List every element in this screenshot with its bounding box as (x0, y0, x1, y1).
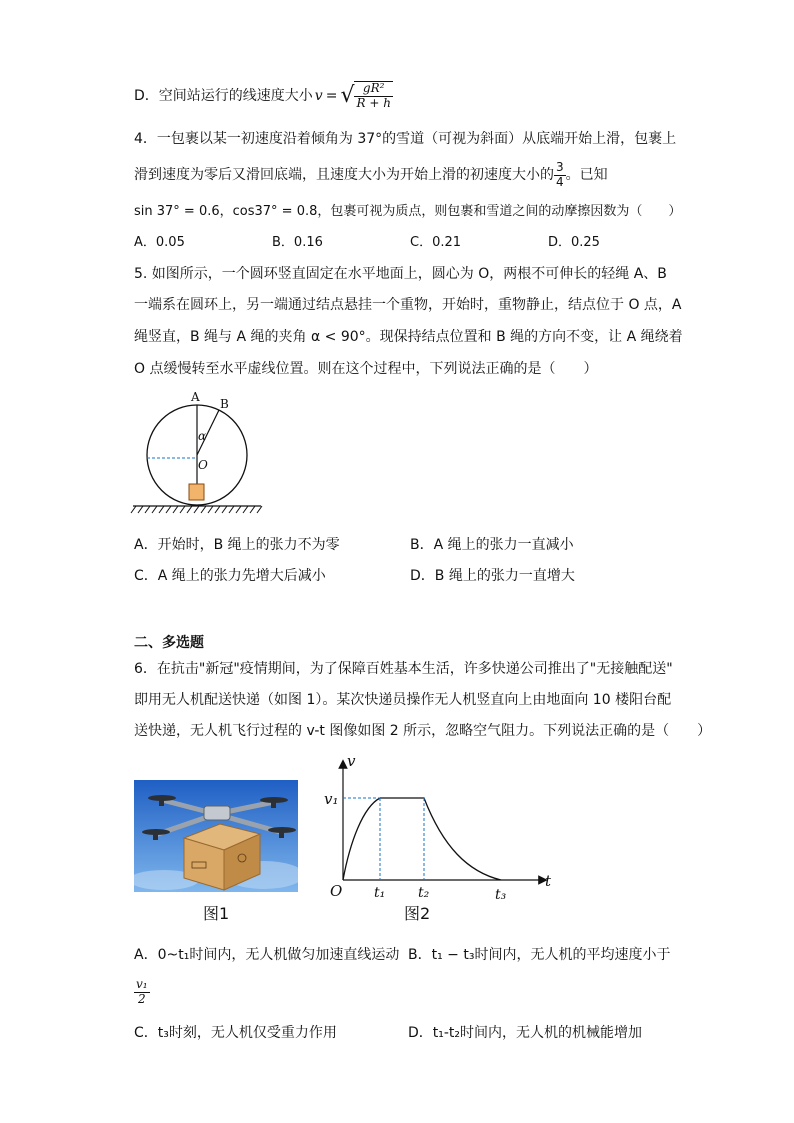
q4-line-1: 4．一包裹以某一初速度沿着倾角为 37°的雪道（可视为斜面）从底端开始上滑，包裹上 (134, 131, 677, 147)
q4-option-d: D．0.25 (548, 235, 600, 250)
label-alpha: α (198, 429, 207, 443)
weight-block (189, 484, 204, 500)
q3-option-d (134, 80, 393, 112)
label-t3: t₃ (495, 887, 507, 903)
q4-line-2-pre: 滑到速度为零后又滑回底端，且速度大小为开始上滑的初速度大小的 (134, 167, 554, 183)
q6-fraction-den: 2 (137, 991, 146, 1006)
q5-line-2: 一端系在圆环上，另一端通过结点悬挂一个重物，开始时，重物静止，结点位于 O 点，A (134, 297, 682, 313)
q6-fraction-num: v₁ (136, 977, 148, 991)
label-v1: v₁ (324, 790, 339, 808)
label-t: t (545, 872, 552, 890)
q5-line-1: 5. 如图所示，一个圆环竖直固定在水平地面上，圆心为 O，两根不可伸长的轻绳 A、B (134, 266, 667, 282)
label-o: O (198, 458, 208, 472)
q3-option-d-text: D．空间站运行的线速度大小 (134, 88, 313, 104)
label-a: A (191, 390, 200, 404)
vt-graph (318, 752, 558, 907)
sqrt-symbol: √ (340, 83, 355, 108)
label-b: B (220, 397, 229, 411)
label-t2: t₂ (418, 885, 430, 901)
q6-option-a: A．0~t₁时间内，无人机做匀加速直线运动 (134, 947, 400, 963)
fig2-caption: 图2 (404, 904, 431, 923)
q5-option-c: C．A 绳上的张力先增大后减小 (134, 568, 326, 584)
q4-fraction (554, 161, 566, 190)
q6-line-1: 6．在抗击"新冠"疫情期间，为了保障百姓基本生活，许多快递公司推出了"无接触配送" (134, 661, 673, 677)
q3-option-d-fraction (354, 81, 392, 111)
q4-option-c: C．0.21 (410, 235, 462, 250)
q5-option-b: B．A 绳上的张力一直减小 (410, 537, 574, 553)
q3-fraction-num: gR² (354, 82, 392, 97)
q3-option-d-eq: = (325, 88, 338, 104)
q5-line-4: O 点缓慢转至水平虚线位置。则在这个过程中，下列说法正确的是（ ） (134, 361, 598, 377)
q3-option-d-var: v (314, 88, 323, 104)
q6-line-2: 即用无人机配送快递（如图 1）。某次快递员操作无人机竖直向上由地面向 10 楼阳台配 (134, 692, 672, 708)
q6-option-b-fraction (134, 978, 150, 1007)
q6-option-c: C．t₃时刻，无人机仅受重力作用 (134, 1025, 337, 1041)
q4-fraction-num: 3 (556, 159, 564, 174)
label-o: O (330, 882, 343, 900)
q4-option-a: A．0.05 (134, 235, 185, 250)
q6-option-b: B．t₁ − t₃时间内，无人机的平均速度小于 (408, 947, 671, 963)
q5-circle-figure (128, 385, 263, 520)
q5-line-3: 绳竖直，B 绳与 A 绳的夹角 α < 90°。现保持结点位置和 B 绳的方向不变，让 A 绳绕着 (134, 329, 683, 345)
drone-photo (134, 780, 298, 892)
velocity-curve (343, 798, 501, 880)
q3-fraction-den: R + h (356, 96, 391, 110)
section-2-heading: 二、多选题 (134, 635, 204, 651)
label-v: v (347, 752, 356, 770)
drone-body (204, 806, 230, 820)
q4-fraction-den: 4 (556, 174, 564, 189)
q4-line-3: sin 37° = 0.6，cos37° = 0.8，包裹可视为质点，则包裹和雪道之间的动摩擦因数为（ ） (134, 204, 682, 219)
ground-hatching (131, 506, 262, 513)
q4-line-2 (134, 160, 608, 190)
q5-option-a: A．开始时，B 绳上的张力不为零 (134, 537, 340, 553)
q6-line-3: 送快递，无人机飞行过程的 v-t 图像如图 2 所示，忽略空气阻力。下列说法正确的是（ ） (134, 723, 712, 739)
q5-option-d: D．B 绳上的张力一直增大 (410, 568, 575, 584)
fig1-caption: 图1 (203, 904, 230, 923)
q4-line-2-post: 。已知 (565, 167, 608, 183)
q6-option-d: D．t₁-t₂时间内，无人机的机械能增加 (408, 1025, 643, 1041)
label-t1: t₁ (374, 885, 386, 901)
q4-option-b: B．0.16 (272, 235, 323, 250)
